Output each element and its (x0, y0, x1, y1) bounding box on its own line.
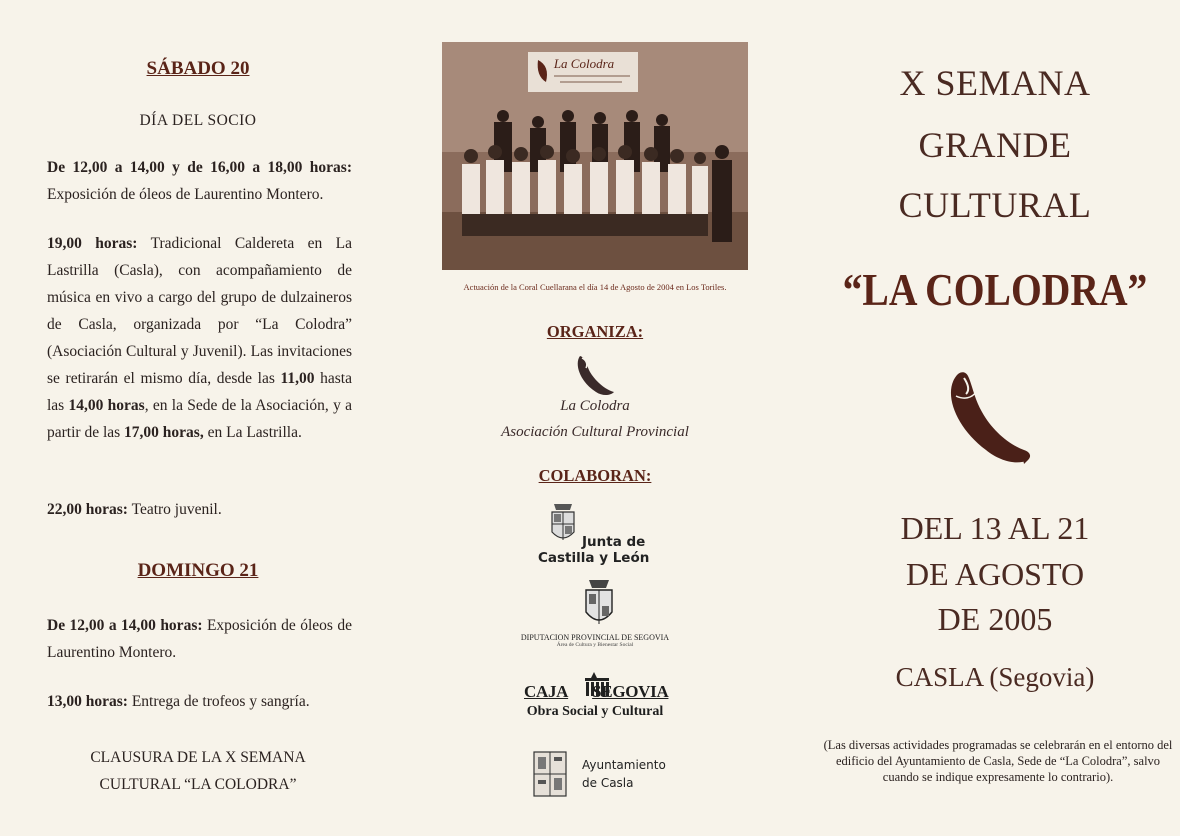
diputacion-subtitle: Área de Cultura y Bienestar Social (556, 642, 634, 648)
ayto-line-2: de Casla (582, 776, 634, 790)
diputacion-name: DIPUTACION PROVINCIAL DE SEGOVIA (520, 633, 670, 642)
photo-caption: Actuación de la Coral Cuellarana el día 14 de Agosto de 2004 en Los Toriles. (463, 282, 727, 292)
choir-photo-image (442, 42, 748, 270)
colaboran-heading: COLABORAN: (538, 466, 652, 485)
schedule-time-inline: 17,00 horas, (124, 424, 204, 441)
schedule-item-theatre (47, 496, 352, 523)
organizer-subtitle: Asociación Cultural Provincial (501, 424, 689, 440)
schedule-time: 13,00 horas: (47, 693, 128, 710)
title-line-3: CULTURAL (898, 185, 1092, 225)
left-panel (40, 0, 356, 836)
title-line-2: GRANDE (918, 125, 1072, 165)
schedule-item-exhibition-saturday (47, 154, 352, 208)
caja-segovia-subtitle: Obra Social y Cultural (526, 704, 664, 719)
caja-segovia-label (524, 682, 674, 702)
date-line-3: DE 2005 (937, 601, 1053, 637)
schedule-text: Exposición de óleos de Laurentino Montero. (47, 186, 324, 203)
schedule-item-caldereta (47, 230, 352, 446)
schedule-text: Entrega de trofeos y sangría. (131, 693, 310, 710)
day-of-member-label: DÍA DEL SOCIO (139, 112, 257, 129)
junta-line-2: Castilla y León (538, 550, 650, 566)
schedule-time: 19,00 horas: (47, 235, 138, 252)
schedule-time: De 12,00 a 14,00 y de 16,00 a 18,00 horas: (47, 159, 352, 176)
caja-left-text: CAJA (524, 682, 569, 701)
schedule-item-exhibition-sunday (47, 612, 352, 666)
choir-photo (442, 42, 748, 270)
closing-line-2: CULTURAL “LA COLODRA” (99, 776, 297, 793)
ayto-line-1: Ayuntamiento (582, 758, 666, 772)
title-line-1: X SEMANA (899, 63, 1091, 103)
date-line-1: DEL 13 AL 21 (900, 510, 1090, 546)
closing-announcement (40, 744, 356, 798)
schedule-time: 22,00 horas: (47, 501, 128, 518)
caja-right-text: SEGOVIA (592, 682, 669, 701)
schedule-text: , en la Sede de la Asociación, y a partir de las (47, 397, 353, 441)
colodra-horn-large-icon (938, 362, 1048, 472)
right-panel (810, 0, 1173, 836)
schedule-time-inline: 14,00 horas (68, 397, 145, 414)
middle-panel (430, 0, 760, 836)
closing-line-1: CLAUSURA DE LA X SEMANA (90, 749, 306, 766)
colodra-horn-icon (570, 350, 620, 400)
sunday-heading: DOMINGO 21 (137, 560, 259, 581)
venue-note: (Las diversas actividades programadas se celebrarán en el entorno del edificio del Ayuntamiento de Casla, Sede de “La Colodra”, salvo cuando se indique expresamente lo contrario). (823, 738, 1173, 784)
junta-castilla-leon-label (538, 534, 708, 566)
ayuntamiento-casla-shield-icon (530, 748, 570, 800)
junta-line-1: Junta de (582, 534, 646, 550)
ayuntamiento-casla-label (582, 756, 702, 792)
schedule-text: hasta las (47, 370, 352, 414)
schedule-text: Tradicional Caldereta en La Lastrilla (Casla), con acompañamiento de música en vivo a cargo del grupo de dulzaineros de Casla, organizada por “La Colodra” (Asociación Cultural y Juvenil). Las invitaciones se retirarán el mismo día, desde las (47, 235, 352, 387)
schedule-item-trophies (47, 688, 352, 715)
date-line-2: DE AGOSTO (905, 556, 1085, 592)
saturday-heading: SÁBADO 20 (146, 58, 250, 79)
diputacion-segovia-shield-icon (583, 578, 615, 630)
schedule-text: Exposición de óleos de Laurentino Montero. (47, 617, 352, 661)
main-title: “LA COLODRA” (842, 265, 1148, 315)
schedule-time-inline: 11,00 (280, 370, 315, 387)
schedule-time: De 12,00 a 14,00 horas: (47, 617, 203, 634)
organiza-heading: ORGANIZA: (546, 322, 644, 341)
organizer-name: La Colodra (560, 398, 630, 414)
schedule-text: en La Lastrilla. (207, 424, 302, 441)
photo-banner-text: La Colodra (553, 56, 615, 71)
schedule-text: Teatro juvenil. (131, 501, 222, 518)
event-place: CASLA (Segovia) (895, 662, 1095, 692)
